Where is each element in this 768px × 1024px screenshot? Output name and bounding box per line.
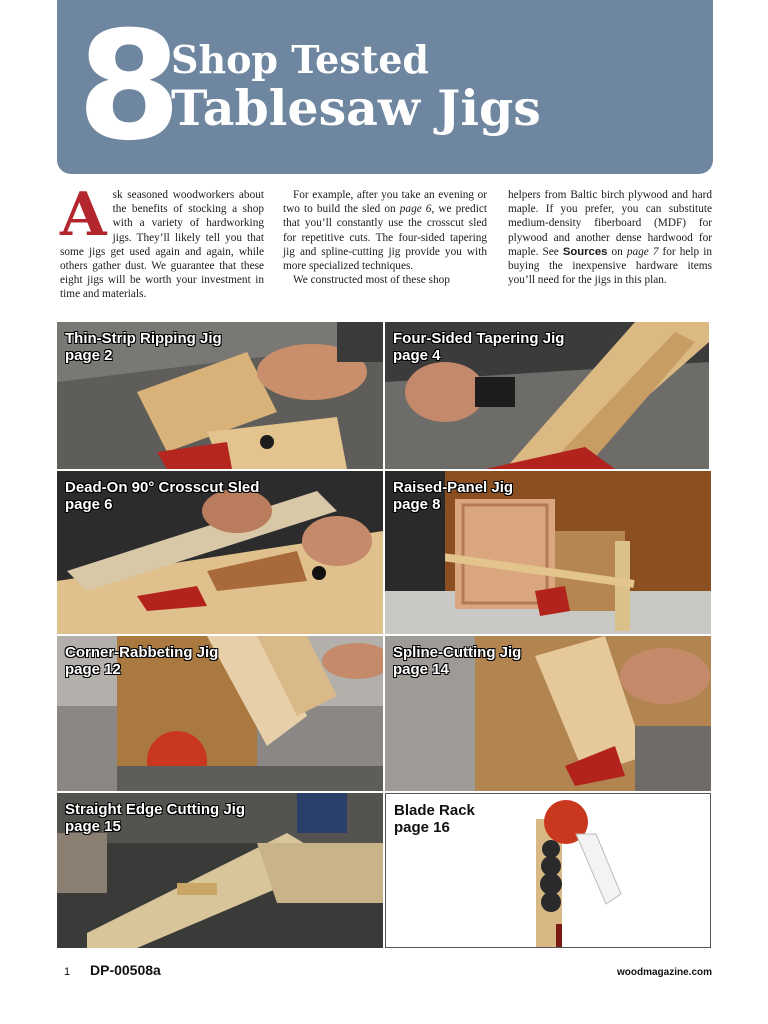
jig-tile-corner-rabbeting[interactable] <box>57 636 383 791</box>
jig-tile-crosscut-sled[interactable] <box>57 471 383 634</box>
jig-label-raised-panel <box>393 479 513 513</box>
jig-label-blade-rack <box>394 802 475 836</box>
jig-label-spline-cutting <box>393 644 521 678</box>
jig-label-crosscut-sled <box>65 479 259 513</box>
jig-title: Dead-On 90° Crosscut Sled <box>65 479 260 496</box>
title-banner <box>57 0 713 174</box>
intro-col2-paragraph-2: We constructed most of these shop <box>293 274 450 287</box>
jig-tile-thin-strip[interactable] <box>57 322 383 469</box>
page-number: 1 <box>64 966 71 978</box>
intro-col2-text-b: , we predict that you’ll constantly use the crosscut sled for repetitive cuts. The four-sided tapering jig and spline-cutting jig provide you with more specialized techniques. <box>283 203 487 273</box>
jig-page: page 2 <box>65 347 113 364</box>
jig-tile-raised-panel[interactable] <box>385 471 711 634</box>
jig-label-corner-rabbeting <box>65 644 218 678</box>
page-ref-6: page 6 <box>399 203 432 216</box>
intro-col1-text: sk seasoned woodworkers about the benefits of stocking a shop with a variety of hardworking jigs. They’ll likely tell you that some jigs get used again and again, while others gather dust. We guarantee that these eight jigs will be worth your investment in time and materials. <box>60 189 264 301</box>
intro-col2-text-a: For example, after you take an evening or two to build the sled on <box>283 189 487 216</box>
jig-title: Raised-Panel Jig <box>393 479 514 496</box>
intro-column-2 <box>283 188 487 287</box>
document-code: DP-00508a <box>90 962 161 978</box>
jig-tile-tapering[interactable] <box>385 322 709 469</box>
jig-page: page 8 <box>393 496 441 513</box>
title-line-1: Shop Tested <box>171 37 430 82</box>
jig-label-thin-strip <box>65 330 222 364</box>
jig-label-tapering <box>393 330 564 364</box>
title-number: 8 <box>77 0 178 174</box>
drop-cap: A <box>60 180 107 250</box>
jig-title: Four-Sided Tapering Jig <box>393 330 565 347</box>
intro-text <box>60 180 713 308</box>
jig-title: Straight Edge Cutting Jig <box>65 801 245 818</box>
intro-column-1 <box>60 180 264 302</box>
jig-tile-blade-rack[interactable] <box>385 793 711 948</box>
intro-column-3 <box>508 188 712 287</box>
intro-col2-paragraph-1 <box>283 188 487 273</box>
jig-page: page 16 <box>394 819 450 836</box>
intro-col3-text-a: helpers from Baltic birch plywood and hard maple. If you prefer, you can substitute medium-density fiberboard (MDF) for plywood and another dense hardwood for maple. See <box>508 189 712 258</box>
jig-title: Spline-Cutting Jig <box>393 644 522 661</box>
jig-label-straight-edge <box>65 801 245 835</box>
jig-page: page 14 <box>393 661 449 678</box>
title-line-2: Tablesaw Jigs <box>171 79 541 137</box>
jig-tile-spline-cutting[interactable] <box>385 636 711 791</box>
jig-title: Thin-Strip Ripping Jig <box>65 330 222 347</box>
website-link[interactable]: woodmagazine.com <box>616 967 712 978</box>
jig-tile-straight-edge[interactable] <box>57 793 383 948</box>
jig-page: page 6 <box>65 496 113 513</box>
page-ref-7: page 7 <box>626 245 659 258</box>
jig-title: Blade Rack <box>394 802 475 819</box>
jig-page: page 4 <box>393 347 441 364</box>
jig-title: Corner-Rabbeting Jig <box>65 644 219 661</box>
sources-ref: Sources <box>562 245 608 258</box>
intro-col3-text-c: for help in buying the inexpensive hardware items you’ll need for the jigs in this plan. <box>508 245 713 287</box>
intro-col3-text-b: on <box>607 245 627 258</box>
jig-page: page 12 <box>65 661 121 678</box>
jig-page: page 15 <box>65 818 121 835</box>
